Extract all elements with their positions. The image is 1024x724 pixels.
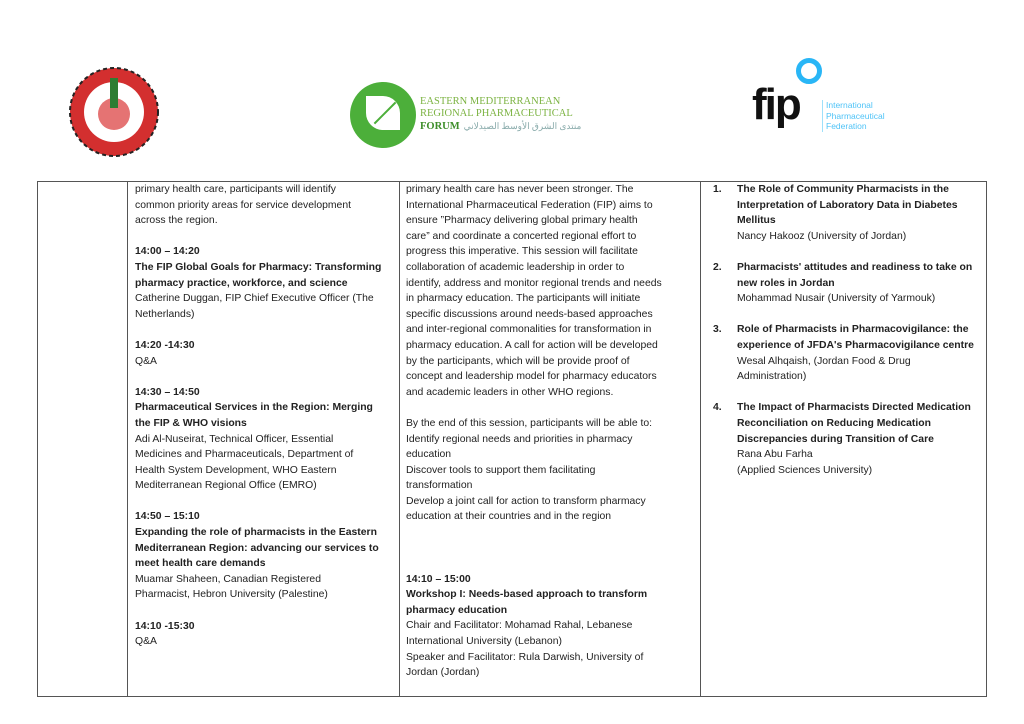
session-time: 14:00 – 14:20 — [135, 246, 200, 258]
session — [135, 338, 399, 369]
session-description: primary health care has never been stronger. The International Pharmaceutical Federation (FIP) aims to ensure ”Pharmacy delivering global primary health care” and coordinate a concerted regional effort to progress this imperative. This session will facilitate collaboration of academic leadership in order to identify, address and monitor regional trends and needs in pharmacy education. The participants will initiate specific discussions around needs-based approaches and inter-regional commonalities for transformation in pharmacy education. A call for action will be developed by the participants, which will be provide proof of concept and leadership model for pharmacy educators and academic leaders in other WHO regions. — [406, 184, 662, 398]
fip-wordmark: fip — [752, 80, 800, 129]
item-speaker: Mohammad Nusair (University of Yarmouk) — [737, 293, 936, 305]
workshop-facilitators: Chair and Facilitator: Mohamad Rahal, Lebanese International University (Lebanon) Speaker and Facilitator: Rula Darwish, University of Jordan (Jordan) — [406, 620, 644, 679]
session — [135, 509, 399, 603]
fip-subtitle: International Pharmaceutical Federation — [822, 100, 885, 132]
logo-text: FORUM — [420, 121, 460, 132]
session — [135, 385, 399, 494]
programme-table — [37, 181, 987, 697]
session-title: The FIP Global Goals for Pharmacy: Transforming pharmacy practice, workforce, and science — [135, 261, 382, 289]
session-speaker: Catherine Duggan, FIP Chief Executive Officer (The Netherlands) — [135, 293, 374, 320]
session — [135, 244, 399, 322]
item-speaker: Nancy Hakooz (University of Jordan) — [737, 230, 907, 242]
item-speaker: Rana Abu Farha (Applied Sciences University) — [737, 449, 873, 476]
leaf-icon — [350, 82, 416, 148]
logo-text: EASTERN MEDITERRANEAN — [420, 96, 561, 107]
session-title: Pharmaceutical Services in the Region: Merging the FIP & WHO visions — [135, 402, 373, 429]
session-column-3 — [701, 182, 987, 697]
item-number: 3. — [713, 324, 722, 336]
workshop-title: Workshop I: Needs-based approach to transform pharmacy education — [406, 589, 648, 616]
item-number: 2. — [713, 261, 722, 273]
list-item — [713, 260, 986, 307]
session-column-2 — [400, 182, 701, 697]
empty-cell — [38, 182, 128, 697]
list-item — [713, 400, 986, 478]
logo-text: REGIONAL PHARMACEUTICAL — [420, 108, 573, 119]
session-time: 14:10 -15:30 — [135, 620, 195, 632]
session-speaker: Muamar Shaheen, Canadian Registered Pharmacist, Hebron University (Palestine) — [135, 573, 328, 601]
session — [135, 619, 399, 650]
session-speaker: Adi Al-Nuseirat, Technical Officer, Essential Medicines and Pharmaceuticals, Department of Health System Development, WHO Eastern Mediterranean Regional Office (EMRO) — [135, 433, 354, 492]
session-title: Expanding the role of pharmacists in the Eastern Mediterranean Region: advancing our services to meet health care demands — [135, 527, 379, 570]
session-time: 14:50 – 15:10 — [135, 511, 200, 523]
item-title: The Impact of Pharmacists Directed Medication Reconciliation on Reducing Medication Discrepancies during Transition of Care — [737, 402, 971, 445]
session-speaker: Q&A — [135, 636, 157, 648]
session-speaker: Q&A — [135, 355, 157, 367]
item-title: Pharmacists' attitudes and readiness to take on new roles in Jordan — [737, 261, 973, 289]
jordan-pharma-association-logo — [66, 64, 162, 160]
intro-text: primary health care, participants will identify common priority areas for service development across the region. — [135, 184, 351, 227]
workshop-time: 14:10 – 15:00 — [406, 573, 471, 585]
workshop — [406, 572, 700, 681]
session-time: 14:20 -14:30 — [135, 339, 195, 351]
session-time: 14:30 – 14:50 — [135, 386, 200, 398]
item-title: The Role of Community Pharmacists in the Interpretation of Laboratory Data in Diabetes Mellitus — [737, 184, 958, 227]
fip-logo — [752, 58, 892, 148]
emr-pharmaceutical-forum-logo — [350, 82, 590, 152]
session-objectives: By the end of this session, participants will be able to: Identify regional needs and priorities in pharmacy education Discover tools to support them facilitating transformation Develop a joint call for action to transform pharmacy education at their countries and in the region — [406, 417, 653, 523]
list-item — [713, 182, 986, 244]
list-item — [713, 322, 986, 384]
logo-arabic-text: منتدى الشرق الأوسط الصيدلاني — [463, 121, 582, 131]
session-column-1 — [128, 182, 400, 697]
item-number: 1. — [713, 184, 722, 195]
item-title: Role of Pharmacists in Pharmacovigilance: the experience of JFDA's Pharmacovigilance centre — [737, 324, 974, 351]
item-number: 4. — [713, 402, 722, 414]
item-speaker: Wesal Alhqaish, (Jordan Food & Drug Administration) — [737, 355, 911, 383]
